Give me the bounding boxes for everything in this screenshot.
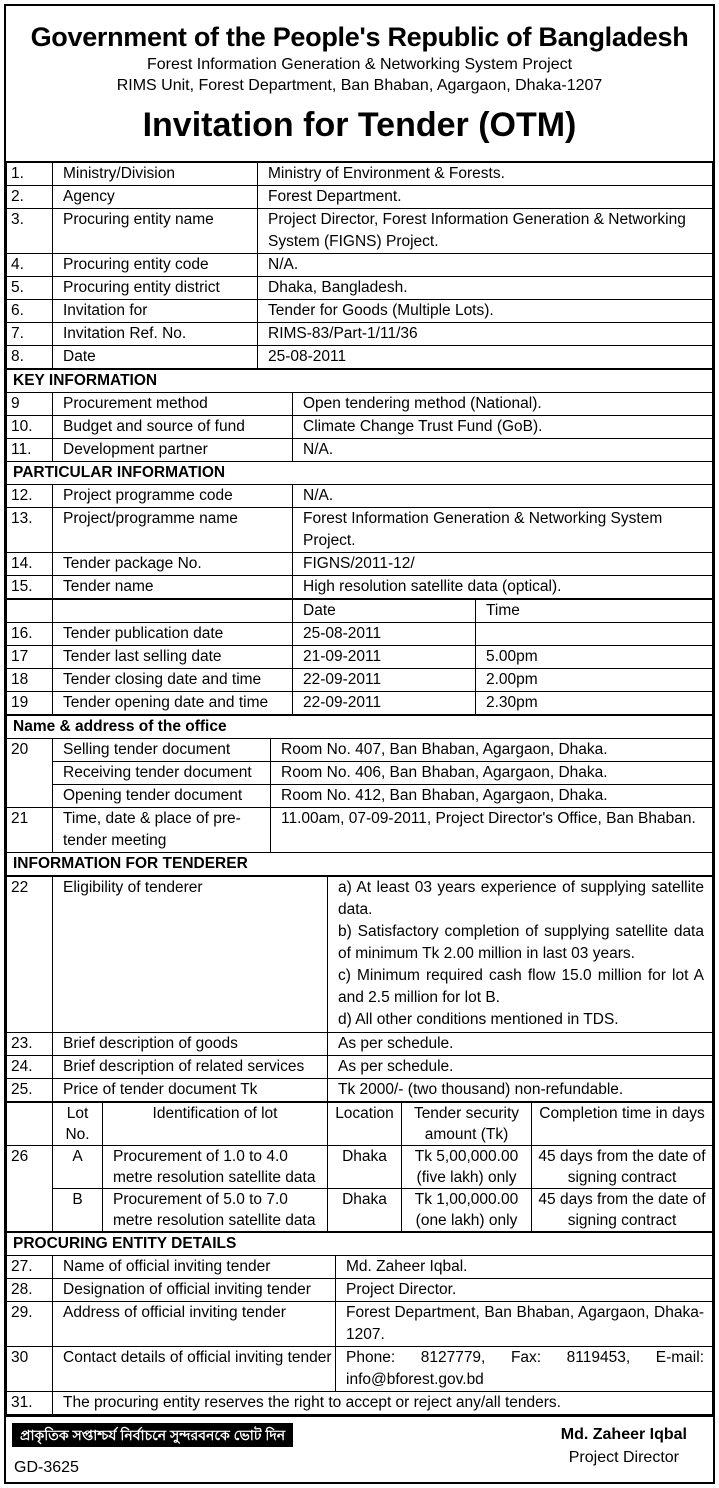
eligibility-item: c) Minimum required cash flow 15.0 million for lot A and 2.5 million for lot B. [338,967,704,1006]
signatory-name: Md. Zaheer Iqbal [560,1426,687,1443]
item-label: Tender opening date and time [53,692,293,715]
item-number: 19 [7,692,53,715]
tender-dates-table [6,599,713,715]
lot-security: Tk 1,00,000.00 (one lakh) only [402,1189,532,1232]
item-label: Price of tender document Tk [53,1079,328,1102]
item-label: Brief description of goods [53,1033,328,1056]
signature-block [561,1423,687,1469]
item-date: 22-09-2011 [293,692,476,715]
item-value: Project Director. [336,1279,713,1302]
item-value: N/A. [293,439,713,462]
completion-column-header: Completion time in days [532,1103,713,1146]
lot-identification: Procurement of 1.0 to 4.0 metre resolution satellite data [103,1146,328,1189]
table-row [7,739,713,762]
item-value: As per schedule. [328,1056,713,1079]
lots-table [6,1102,713,1232]
table-row [7,508,713,553]
lot-completion: 45 days from the date of signing contract [532,1146,713,1189]
item-date: 25-08-2011 [293,623,476,646]
item-label: Ministry/Division [53,163,258,186]
table-row [7,1079,713,1102]
lot-identification: Procurement of 5.0 to 7.0 metre resolution satellite data [103,1189,328,1232]
item-number: 9 [7,393,53,416]
item-label: Tender last selling date [53,646,293,669]
table-row [7,692,713,715]
table-row [7,553,713,576]
date-column-header: Date [293,600,476,623]
item-value: High resolution satellite data (optical). [293,576,713,599]
item-label: Development partner [53,439,293,462]
item-number: 7. [7,323,53,346]
item-label: Tender name [53,576,293,599]
item-number: 26 [7,1146,53,1232]
table-row [7,163,713,186]
item-number: 28. [7,1279,53,1302]
security-column-header: Tender security amount (Tk) [402,1103,532,1146]
table-row [7,576,713,599]
item-number: 15. [7,576,53,599]
item-date: 22-09-2011 [293,669,476,692]
eligibility-list [328,877,713,1033]
item-label: Invitation for [53,300,258,323]
item-number: 13. [7,508,53,553]
table-row [7,646,713,669]
basic-info-table [6,162,713,369]
item-number: 31. [7,1392,53,1415]
item-value: N/A. [258,254,713,277]
table-row [7,277,713,300]
tenderer-table [6,876,713,1102]
item-number: 21 [7,808,53,853]
item-number: 29. [7,1302,53,1347]
lot-row [7,1189,713,1232]
item-number: 23. [7,1033,53,1056]
table-row [7,1056,713,1079]
item-number: 2. [7,186,53,209]
item-value: Project Director, Forest Information Generation & Networking System (FIGNS) Project. [258,209,713,254]
office-address: RIMS Unit, Forest Department, Ban Bhaban, Agargaon, Dhaka-1207 [116,77,603,94]
table-row [7,209,713,254]
item-value: As per schedule. [328,1033,713,1056]
item-number: 20 [7,739,53,808]
project-name: Forest Information Generation & Networking System Project [146,56,573,73]
item-label: Date [53,346,258,369]
table-row [7,186,713,209]
item-number: 6. [7,300,53,323]
key-info-table [6,369,713,599]
lot-row [7,1146,713,1189]
item-value: RIMS-83/Part-1/11/36 [258,323,713,346]
item-value: Climate Change Trust Fund (GoB). [293,416,713,439]
lot-letter: B [53,1189,103,1232]
item-number: 11. [7,439,53,462]
lot-security: Tk 5,00,000.00 (five lakh) only [402,1146,532,1189]
item-label: Procuring entity code [53,254,258,277]
item-number: 8. [7,346,53,369]
office-table [6,715,713,876]
item-value: Room No. 406, Ban Bhaban, Agargaon, Dhaka. [271,762,713,785]
lot-completion: 45 days from the date of signing contract [532,1189,713,1232]
item-number: 27. [7,1256,53,1279]
item-value: 25-08-2011 [258,346,713,369]
item-number: 1. [7,163,53,186]
entity-heading: PROCURING ENTITY DETAILS [7,1233,713,1256]
office-heading: Name & address of the office [7,716,713,739]
item-value: Room No. 407, Ban Bhaban, Agargaon, Dhaka. [271,739,713,762]
item-number: 24. [7,1056,53,1079]
item-time: 5.00pm [476,646,713,669]
item-value: Phone: 8127779, Fax: 8119453, E-mail: info@bforest.gov.bd [336,1347,713,1392]
item-label: Name of official inviting tender [53,1256,336,1279]
item-value: Forest Information Generation & Networking System Project. [293,508,713,553]
item-number: 30 [7,1347,53,1392]
item-number: 14. [7,553,53,576]
final-statement: The procuring entity reserves the right to accept or reject any/all tenders. [53,1392,713,1415]
item-number: 10. [7,416,53,439]
item-label: Contact details of official inviting tender [53,1347,336,1392]
table-row [7,439,713,462]
gd-number: GD-3625 [14,1459,79,1476]
item-value: Room No. 412, Ban Bhaban, Agargaon, Dhaka. [271,785,713,808]
table-row [7,393,713,416]
item-date: 21-09-2011 [293,646,476,669]
table-row [7,300,713,323]
tender-notice [4,4,715,1484]
item-label: Procuring entity name [53,209,258,254]
item-label: Eligibility of tenderer [53,877,328,1033]
item-time: 2.00pm [476,669,713,692]
item-value: Tender for Goods (Multiple Lots). [258,300,713,323]
table-row [7,1302,713,1347]
item-number: 12. [7,485,53,508]
item-time [476,623,713,646]
table-row [7,1256,713,1279]
item-label: Receiving tender document [53,762,271,785]
lot-location: Dhaka [328,1146,402,1189]
table-row [7,785,713,808]
eligibility-item: d) All other conditions mentioned in TDS. [338,1011,619,1028]
item-label: Brief description of related services [53,1056,328,1079]
table-row [7,485,713,508]
lot-letter: A [53,1146,103,1189]
key-info-heading: KEY INFORMATION [7,370,713,393]
table-row [7,1347,713,1392]
item-number: 22 [7,877,53,1033]
item-label: Opening tender document [53,785,271,808]
table-row [7,416,713,439]
signatory-title: Project Director [568,1449,679,1466]
item-label: Agency [53,186,258,209]
table-row [7,254,713,277]
item-value: Tk 2000/- (two thousand) non-refundable. [328,1079,713,1102]
item-label: Tender publication date [53,623,293,646]
item-number: 17 [7,646,53,669]
item-label: Project programme code [53,485,293,508]
notice-footer [6,1415,713,1485]
item-value: Forest Department. [258,186,713,209]
item-number: 3. [7,209,53,254]
particular-info-heading: PARTICULAR INFORMATION [7,462,713,485]
item-value: 11.00am, 07-09-2011, Project Director's Office, Ban Bhaban. [271,808,713,853]
tenderer-info-heading: INFORMATION FOR TENDERER [7,853,713,876]
time-column-header: Time [476,600,713,623]
item-number: 25. [7,1079,53,1102]
table-row [7,669,713,692]
notice-header [6,6,713,162]
table-row [7,1279,713,1302]
table-row [7,762,713,785]
item-value: Forest Department, Ban Bhaban, Agargaon, Dhaka-1207. [336,1302,713,1347]
item-label: Selling tender document [53,739,271,762]
table-row [7,346,713,369]
table-row [7,623,713,646]
item-label: Tender closing date and time [53,669,293,692]
bangla-slogan: প্রাকৃতিক সপ্তাশ্চর্য নির্বাচনে সুন্দরবনকে ভোট দিন [12,1423,293,1447]
item-number: 18 [7,669,53,692]
item-label: Project/programme name [53,508,293,553]
item-time: 2.30pm [476,692,713,715]
eligibility-item: b) Satisfactory completion of supplying satellite data of minimum Tk 2.00 million in last 03 years. [338,923,704,962]
item-label: Budget and source of fund [53,416,293,439]
item-number: 16. [7,623,53,646]
identification-column-header: Identification of lot [103,1103,328,1146]
table-row [7,1033,713,1056]
lot-column-header: Lot No. [53,1103,103,1146]
item-number: 4. [7,254,53,277]
item-label: Address of official inviting tender [53,1302,336,1347]
item-value: Open tendering method (National). [293,393,713,416]
item-label: Time, date & place of pre-tender meeting [53,808,271,853]
location-column-header: Location [328,1103,402,1146]
item-value: Dhaka, Bangladesh. [258,277,713,300]
notice-title: Invitation for Tender (OTM) [142,106,577,144]
item-value: Ministry of Environment & Forests. [258,163,713,186]
item-value: N/A. [293,485,713,508]
item-label: Procuring entity district [53,277,258,300]
item-value: Md. Zaheer Iqbal. [336,1256,713,1279]
table-row [7,323,713,346]
item-label: Tender package No. [53,553,293,576]
government-title: Government of the People's Republic of Bangladesh [30,22,689,52]
item-label: Invitation Ref. No. [53,323,258,346]
item-value: FIGNS/2011-12/ [293,553,713,576]
item-label: Designation of official inviting tender [53,1279,336,1302]
item-label: Procurement method [53,393,293,416]
lot-location: Dhaka [328,1189,402,1232]
entity-table [6,1232,713,1415]
eligibility-item: a) At least 03 years experience of supplying satellite data. [338,879,704,918]
item-number: 5. [7,277,53,300]
